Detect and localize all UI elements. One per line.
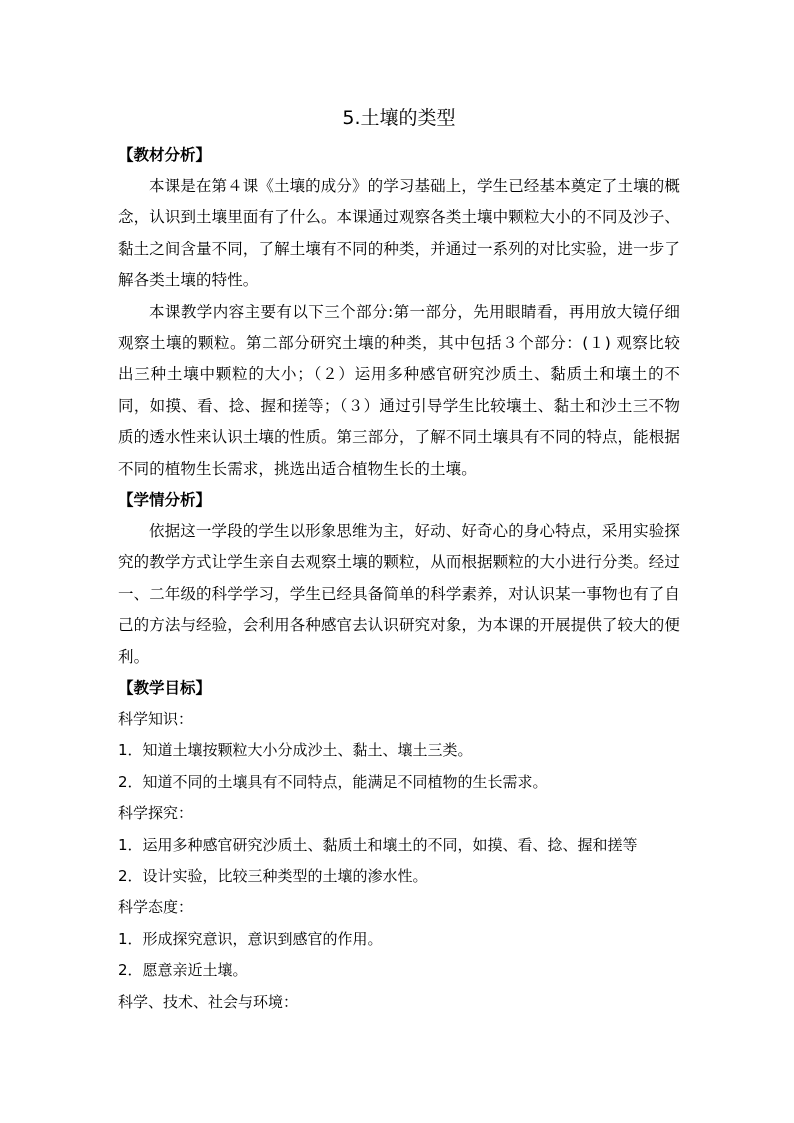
subheading-science-knowledge: 科学知识：: [118, 710, 194, 729]
list-item: 2．设计实验，比较三种类型的土壤的渗水性。: [118, 867, 428, 886]
list-item: 1．运用多种感官研究沙质土、黏质土和壤土的不同，如摸、看、捻、握和搓等: [118, 835, 638, 854]
list-item: 1．形成探究意识，意识到感官的作用。: [118, 929, 383, 948]
section-heading-teaching-goals: 【教学目标】: [118, 679, 212, 698]
document-title: 5.土壤的类型: [342, 107, 456, 129]
section-heading-student-analysis: 【学情分析】: [118, 491, 212, 510]
subheading-science-inquiry: 科学探究：: [118, 804, 194, 823]
list-item: 2．知道不同的土壤具有不同特点，能满足不同植物的生长需求。: [118, 772, 548, 791]
subheading-sts: 科学、技术、社会与环境：: [118, 992, 299, 1011]
paragraph: 本课教学内容主要有以下三个部分:第一部分，先用眼睛看，再用放大镜仔细观察土壤的颗粒。第二部分研究土壤的种类，其中包括３个部分：(１) 观察比较出三种土壤中颗粒的大小；（２）运用多种感官研究沙质土、黏质土和壤土的不同，如摸、看、捻、握和搓等；（３）通过引导学生比较壤土、黏土和沙土三不物质的透水性来认识土壤的性质。第三部分，了解不同土壤具有不同的特点，能根据不同的植物生长需求，挑选出适合植物生长的土壤。: [118, 302, 680, 478]
paragraph: 依据这一学段的学生以形象思维为主，好动、好奇心的身心特点，采用实验探究的教学方式让学生亲自去观察土壤的颗粒，从而根据颗粒的大小进行分类。经过一、二年级的科学学习，学生已经具备简单的科学素养，对认识某一事物也有了自己的方法与经验，会利用各种感官去认识研究对象，为本课的开展提供了较大的便利。: [118, 522, 680, 666]
document-page: [118, 104, 680, 1018]
list-item: 1．知道土壤按颗粒大小分成沙土、黏土、壤土三类。: [118, 741, 473, 760]
subheading-science-attitude: 科学态度：: [118, 898, 194, 917]
section-heading-material-analysis: 【教材分析】: [118, 146, 212, 164]
list-item: 2．愿意亲近土壤。: [118, 961, 248, 980]
paragraph: 本课是在第４课《土壤的成分》的学习基础上，学生已经基本奠定了土壤的概念，认识到土壤里面有了什么。本课通过观察各类土壤中颗粒大小的不同及沙子、黏土之间含量不同，了解土壤有不同的种类，并通过一系列的对比实验，进一步了解各类土壤的特性。: [118, 177, 680, 290]
